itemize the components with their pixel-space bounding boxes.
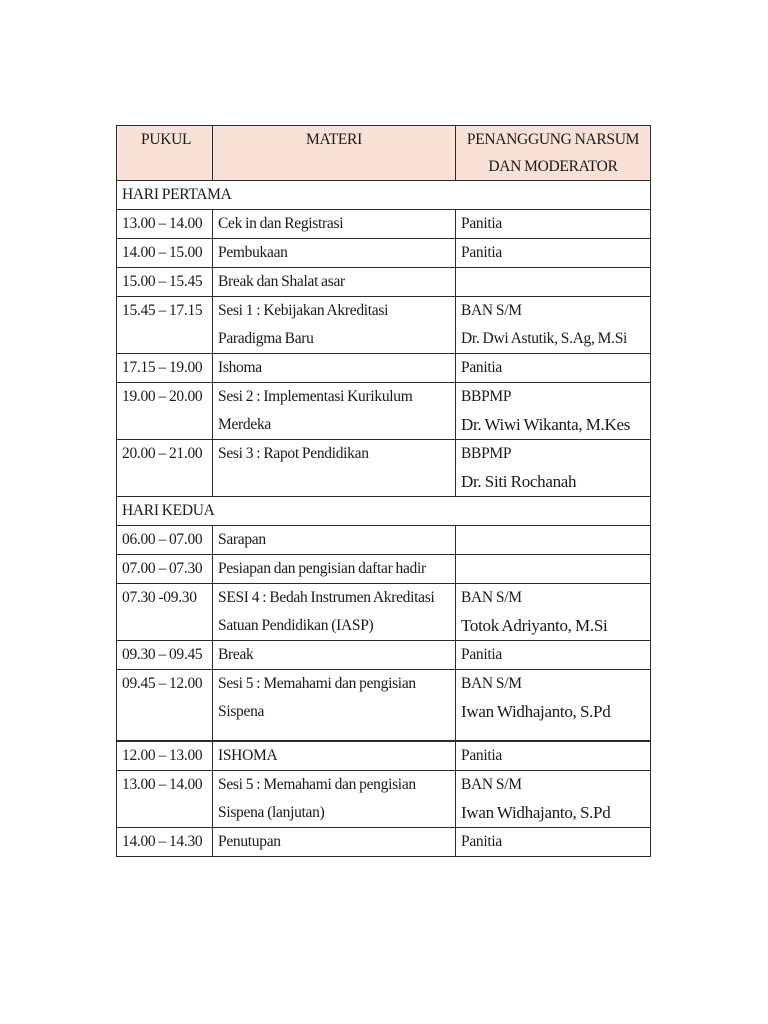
header-time: PUKUL — [117, 126, 213, 181]
person-cell: Panitia — [456, 828, 651, 857]
table-row — [117, 670, 651, 742]
time-cell: 14.00 – 15.00 — [117, 239, 213, 268]
person-org: BBPMP — [461, 445, 512, 462]
table-row — [117, 526, 651, 555]
material-cell: Penutupan — [213, 828, 456, 857]
material-cell: ISHOMA — [213, 741, 456, 771]
time-cell: 14.00 – 14.30 — [117, 828, 213, 857]
person-org: BAN S/M — [461, 589, 522, 606]
person-name: Iwan Widhajanto, S.Pd — [461, 702, 611, 721]
material-cell: Pembukaan — [213, 239, 456, 268]
material-cell: Sarapan — [213, 526, 456, 555]
table-row — [117, 771, 651, 828]
material-cell: Sesi 5 : Memahami dan pengisian Sispena — [213, 670, 456, 742]
table-row — [117, 828, 651, 857]
table-row — [117, 383, 651, 440]
schedule-sheet — [116, 125, 650, 857]
material-cell: Sesi 3 : Rapot Pendidikan — [213, 440, 456, 497]
person-cell: Panitia — [456, 239, 651, 268]
time-cell: 13.00 – 14.00 — [117, 210, 213, 239]
material-cell: Sesi 5 : Memahami dan pengisian Sispena (lanjutan) — [213, 771, 456, 828]
person-org: BAN S/M — [461, 776, 522, 793]
material-cell: Sesi 2 : Implementasi Kurikulum Merdeka — [213, 383, 456, 440]
header-person — [456, 126, 651, 181]
header-person-line1: PENANGGUNG NARSUM — [466, 131, 640, 148]
person-cell: Panitia — [456, 354, 651, 383]
material-cell: Cek in dan Registrasi — [213, 210, 456, 239]
person-org: BAN S/M — [461, 675, 522, 692]
person-cell — [456, 771, 651, 828]
section-title: HARI PERTAMA — [117, 181, 651, 210]
table-row — [117, 584, 651, 641]
person-org: BBPMP — [461, 388, 512, 405]
person-cell — [456, 555, 651, 584]
section-row-day1 — [117, 181, 651, 210]
time-cell: 06.00 – 07.00 — [117, 526, 213, 555]
person-name: Totok Adriyanto, M.Si — [461, 616, 608, 635]
table-row — [117, 741, 651, 771]
person-cell: Panitia — [456, 210, 651, 239]
person-cell — [456, 268, 651, 297]
time-cell: 15.00 – 15.45 — [117, 268, 213, 297]
section-row-day2 — [117, 497, 651, 526]
person-cell: Panitia — [456, 641, 651, 670]
material-cell: Break dan Shalat asar — [213, 268, 456, 297]
material-cell: SESI 4 : Bedah Instrumen Akreditasi Satuan Pendidikan (IASP) — [213, 584, 456, 641]
material-cell: Sesi 1 : Kebijakan Akreditasi Paradigma Baru — [213, 297, 456, 354]
table-row — [117, 210, 651, 239]
time-cell: 13.00 – 14.00 — [117, 771, 213, 828]
material-cell: Break — [213, 641, 456, 670]
schedule-table — [116, 125, 651, 857]
person-name: Dr. Wiwi Wikanta, M.Kes — [461, 415, 631, 434]
table-row — [117, 297, 651, 354]
header-person-line2: DAN MODERATOR — [488, 158, 618, 175]
table-row — [117, 268, 651, 297]
header-material: MATERI — [213, 126, 456, 181]
time-cell: 07.00 – 07.30 — [117, 555, 213, 584]
table-row — [117, 641, 651, 670]
material-cell: Pesiapan dan pengisian daftar hadir — [213, 555, 456, 584]
person-cell — [456, 297, 651, 354]
person-name: Dr. Dwi Astutik, S.Ag, M.Si — [461, 330, 628, 347]
person-cell — [456, 440, 651, 497]
table-row — [117, 239, 651, 268]
person-cell: Panitia — [456, 741, 651, 771]
material-cell: Ishoma — [213, 354, 456, 383]
time-cell: 07.30 -09.30 — [117, 584, 213, 641]
table-row — [117, 440, 651, 497]
person-org: BAN S/M — [461, 302, 522, 319]
table-row — [117, 555, 651, 584]
section-title: HARI KEDUA — [117, 497, 651, 526]
table-row — [117, 354, 651, 383]
time-cell: 15.45 – 17.15 — [117, 297, 213, 354]
time-cell: 20.00 – 21.00 — [117, 440, 213, 497]
header-row — [117, 126, 651, 181]
time-cell: 09.30 – 09.45 — [117, 641, 213, 670]
person-cell — [456, 584, 651, 641]
person-name: Iwan Widhajanto, S.Pd — [461, 803, 611, 822]
person-cell — [456, 383, 651, 440]
time-cell: 12.00 – 13.00 — [117, 741, 213, 771]
time-cell: 19.00 – 20.00 — [117, 383, 213, 440]
person-name: Dr. Siti Rochanah — [461, 472, 577, 491]
person-cell — [456, 670, 651, 742]
person-cell — [456, 526, 651, 555]
time-cell: 09.45 – 12.00 — [117, 670, 213, 742]
time-cell: 17.15 – 19.00 — [117, 354, 213, 383]
